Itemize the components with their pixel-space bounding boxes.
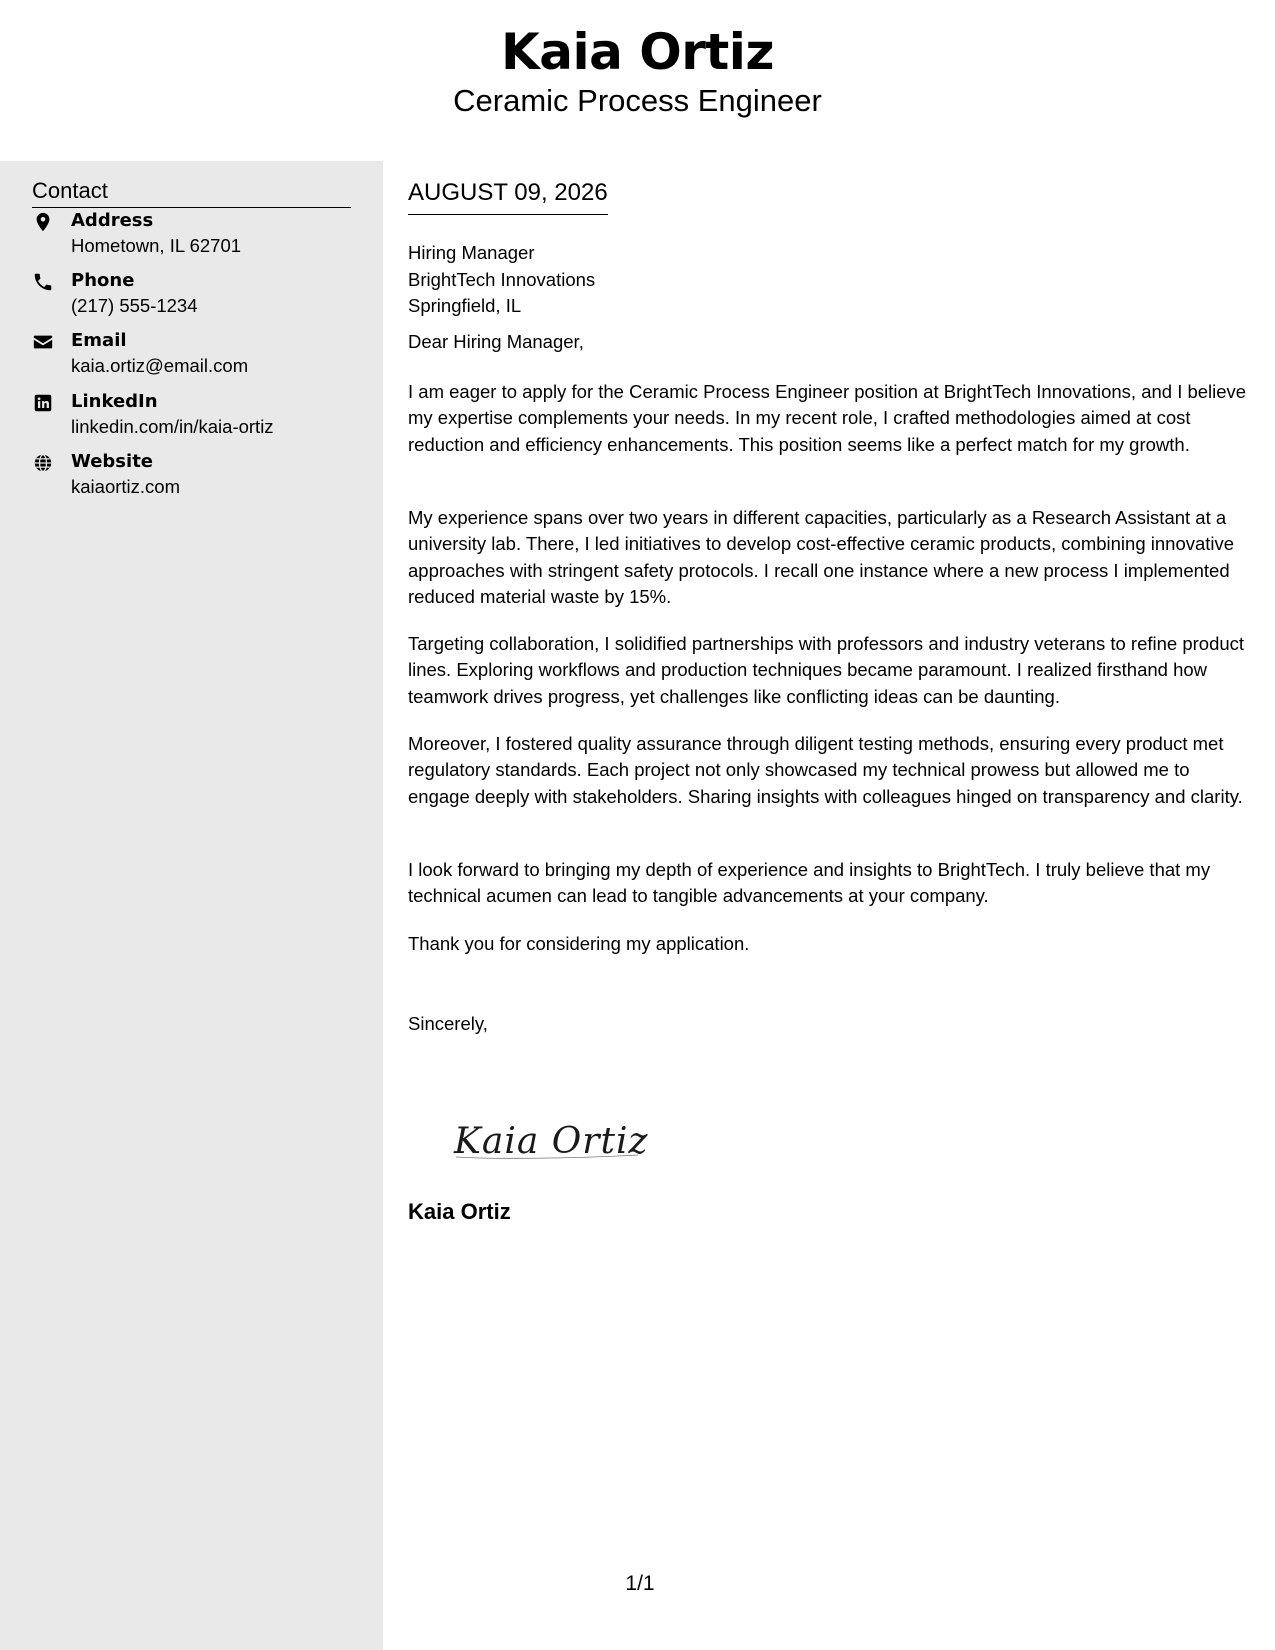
applicant-name: Kaia Ortiz — [500, 23, 775, 81]
paragraph: Moreover, I fostered quality assurance through diligent testing methods, ensuring every product met regulatory standards. Each project not only showcased my technical prowess but allowed me to engage deeply with stakeholders. Sharing insights with colleagues hinged on transparency and clarity. — [408, 733, 1243, 807]
recipient-line: Springfield, IL — [408, 295, 522, 316]
contact-label: LinkedIn — [71, 391, 158, 412]
paragraph: I look forward to bringing my depth of experience and insights to BrightTech. I truly believe that my technical acumen can lead to tangible advancements at your company. — [408, 859, 1211, 907]
contact-linkedin — [32, 390, 372, 440]
map-pin-icon — [32, 211, 54, 233]
phone-icon — [32, 271, 54, 293]
contact-value: kaia.ortiz@email.com — [71, 355, 249, 376]
contact-label: Phone — [71, 270, 135, 291]
letter-header — [0, 0, 1275, 160]
contact-phone — [32, 269, 372, 319]
paragraph: I am eager to apply for the Ceramic Process Engineer position at BrightTech Innovations, and I believe my expertise complements your needs. In my recent role, I crafted methodologies aimed at cost reduction and efficiency enhancements. This position seems like a perfect match for my growth. — [408, 381, 1247, 455]
recipient-line: BrightTech Innovations — [408, 268, 596, 290]
contact-label: Website — [71, 451, 154, 472]
contact-value: kaiaortiz.com — [71, 476, 180, 497]
letter-date: AUGUST 09, 2026 — [408, 178, 608, 215]
recipient-line: Hiring Manager — [408, 242, 535, 263]
contact-address — [32, 209, 372, 259]
contact-label: Address — [71, 210, 154, 231]
contact-value: linkedin.com/in/kaia-ortiz — [71, 416, 274, 437]
paragraph: Thank you for considering my application. — [408, 933, 750, 954]
contact-label: Email — [71, 330, 127, 351]
contact-value: (217) 555-1234 — [71, 295, 198, 316]
contact-sidebar — [0, 161, 383, 1650]
paragraph: Targeting collaboration, I solidified partnerships with professors and industry veterans to refine product lines. Exploring workflows and production techniques became paramount. I realized firsthand how teamwork drives progress, yet challenges like conflicting ideas can be daunting. — [408, 633, 1245, 707]
handwritten-signature — [448, 1113, 648, 1169]
linkedin-icon — [32, 392, 54, 414]
salutation: Dear Hiring Manager, — [408, 331, 584, 352]
contact-value: Hometown, IL 62701 — [71, 235, 242, 256]
recipient-block — [408, 240, 595, 320]
page-number: 1/1 — [625, 1572, 655, 1595]
contact-website — [32, 450, 372, 500]
applicant-role: Ceramic Process Engineer — [453, 83, 822, 118]
envelope-icon — [32, 331, 54, 353]
contact-email — [32, 329, 372, 379]
closing: Sincerely, — [408, 1013, 488, 1034]
contact-heading: Contact — [32, 177, 351, 208]
signatory-name: Kaia Ortiz — [408, 1199, 511, 1224]
signature-text: Kaia Ortiz — [454, 1121, 648, 1162]
paragraph: My experience spans over two years in different capacities, particularly as a Research Assistant at a university lab. There, I led initiatives to develop cost-effective ceramic products, combining innovative approaches with stringent safety protocols. I recall one instance where a new process I implemented reduced material waste by 15%. — [408, 507, 1235, 608]
globe-icon — [32, 452, 54, 474]
